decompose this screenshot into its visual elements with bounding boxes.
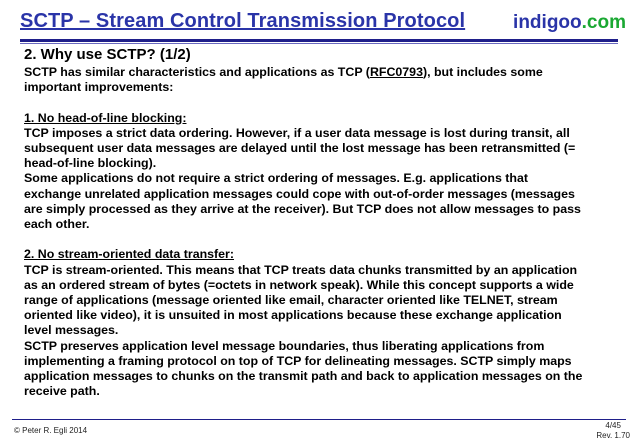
body-line: subsequent user data messages are delayed until the lost message has been retransmitted (= xyxy=(24,141,576,155)
page-info xyxy=(596,421,630,441)
header-rule xyxy=(20,39,618,42)
section-heading: 2. Why use SCTP? (1/2) xyxy=(24,46,191,63)
spacer xyxy=(24,232,624,247)
body-line: each other. xyxy=(24,217,90,232)
body-line: are simply processed as they arrive at the receiver). But TCP does not allow messages to pass xyxy=(24,201,581,216)
footer-rule xyxy=(12,419,626,420)
body-line: head-of-line blocking). xyxy=(24,156,157,171)
intro-line xyxy=(24,65,624,80)
subsection-title-stream-oriented: 2. No stream-oriented data transfer: xyxy=(24,247,235,262)
indigoo-logo[interactable] xyxy=(513,12,626,34)
body-line: range of applications (message oriented like email, character oriented like TELNET, stream xyxy=(24,293,558,308)
intro-text-post: ), but includes some xyxy=(422,65,543,79)
spacer xyxy=(24,95,624,110)
body-line: exchange unrelated application messages could cope with out-of-order messages (messages xyxy=(24,186,575,201)
body-line: TCP is stream-oriented. This means that TCP treats data chunks transmitted by an application xyxy=(24,262,578,277)
copyright-text: © Peter R. Egli 2014 xyxy=(14,426,88,435)
body-line: TCP imposes a strict data ordering. However, if a user data message is lost during transit, all xyxy=(24,125,570,140)
logo-tld: .com xyxy=(581,12,626,33)
slide-title: SCTP – Stream Control Transmission Protocol xyxy=(20,10,466,32)
body-line: Some applications do not require a strict ordering of messages. E.g. applications that xyxy=(24,171,528,186)
rfc-link[interactable]: RFC0793 xyxy=(369,65,423,79)
revision-label: Rev. 1.70 xyxy=(596,431,630,440)
body-line: SCTP preserves application level message boundaries, thus liberating applications from xyxy=(24,338,545,353)
header-rule-thin xyxy=(20,43,618,44)
body-line: implementing a framing protocol on top of TCP for delineating messages. SCTP simply maps xyxy=(24,353,572,368)
body-line: as an ordered stream of bytes (=octets in network speak). While this concept supports a wide xyxy=(24,277,574,292)
slide-content xyxy=(24,45,624,399)
body-line: oriented like video), it is unsuited in most applications because these exchange application xyxy=(24,308,562,323)
body-line: level messages. xyxy=(24,323,119,338)
intro-text-pre: SCTP has similar characteristics and applications as TCP ( xyxy=(24,65,370,79)
body-line: receive path. xyxy=(24,384,100,399)
subsection-title-head-of-line: 1. No head-of-line blocking: xyxy=(24,110,187,125)
intro-line: important improvements: xyxy=(24,80,174,95)
body-line: application messages to chunks on the transmit path and back to application messages on the xyxy=(24,369,583,384)
logo-brand: indigoo xyxy=(513,12,582,33)
page-number: 4/45 xyxy=(605,421,621,430)
